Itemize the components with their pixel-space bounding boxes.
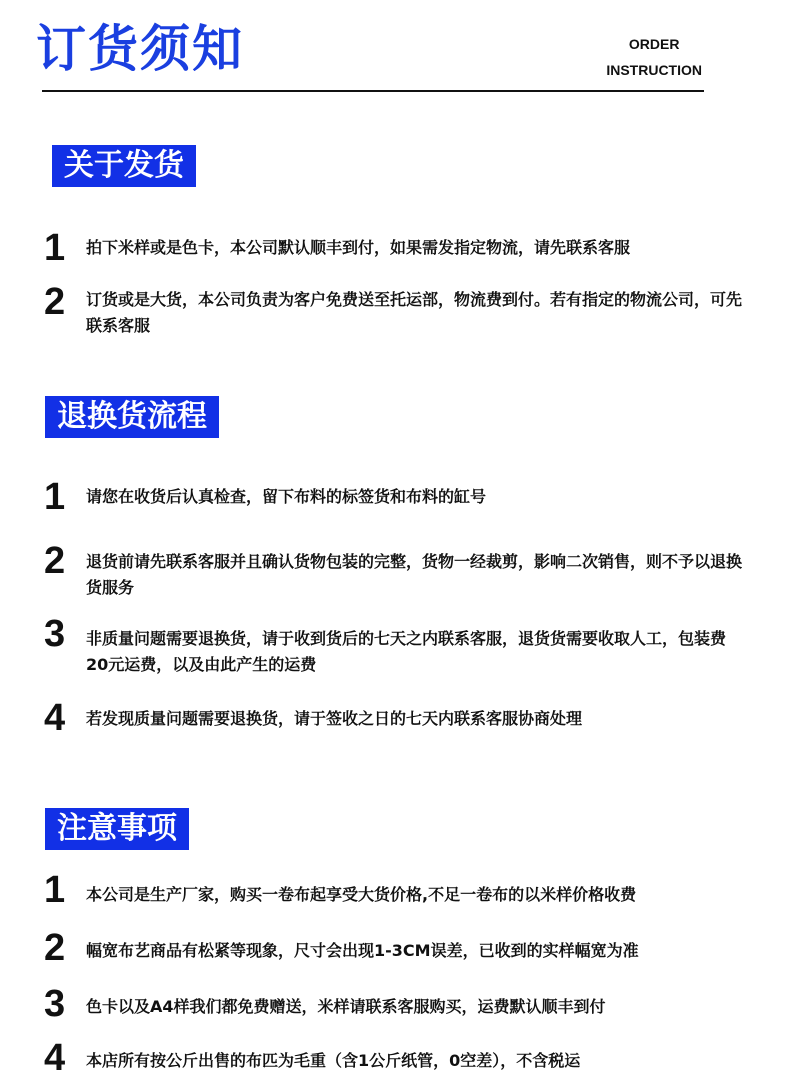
page-title: 订货须知 xyxy=(36,20,244,78)
item-text: 幅宽布艺商品有松紧等现象，尺寸会出现1-3CM误差，已收到的实样幅宽为准 xyxy=(86,941,639,960)
item-number: 2 xyxy=(44,927,66,969)
item-number: 1 xyxy=(44,476,66,518)
item-text: 若发现质量问题需要退换货，请于签收之日的七天内联系客服协商处理 xyxy=(86,709,583,728)
item-number: 3 xyxy=(44,983,66,1025)
item-text: 请您在收货后认真检查，留下布料的标签货和布料的缸号 xyxy=(86,487,487,506)
item-text: 拍下米样或是色卡，本公司默认顺丰到付，如果需发指定物流，请先联系客服 xyxy=(86,238,631,257)
item-number: 1 xyxy=(44,869,66,911)
item-text: 本公司是生产厂家，购买一卷布起享受大货价格,不足一卷布的以米样价格收费 xyxy=(86,885,637,904)
item-number: 2 xyxy=(44,281,66,323)
item-text: 订货或是大货，本公司负责为客户免费送至托运部，物流费到付。若有指定的物流公司，可先联系客服 xyxy=(86,290,743,335)
item-number: 4 xyxy=(44,697,66,739)
header-divider xyxy=(42,90,704,92)
item-text: 退货前请先联系客服并且确认货物包装的完整，货物一经裁剪，影响二次销售，则不予以退换货服务 xyxy=(86,552,743,597)
section-heading-shipping: 关于发货 xyxy=(52,145,196,187)
item-number: 2 xyxy=(44,540,66,582)
section-heading-notes: 注意事项 xyxy=(45,808,189,850)
item-text: 本店所有按公斤出售的布匹为毛重（含1公斤纸管，0空差），不含税运 xyxy=(86,1051,581,1070)
item-number: 4 xyxy=(44,1037,66,1079)
section-heading-returns: 退换货流程 xyxy=(45,396,219,438)
subtitle-line-2: INSTRUCTION xyxy=(606,62,702,78)
item-text: 色卡以及A4样我们都免费赠送，米样请联系客服购买，运费默认顺丰到付 xyxy=(86,997,606,1016)
page-subtitle xyxy=(606,31,702,83)
item-number: 1 xyxy=(44,227,66,269)
item-text: 非质量问题需要退换货，请于收到货后的七天之内联系客服，退货货需要收取人工，包装费20元运费，以及由此产生的运费 xyxy=(86,629,727,674)
subtitle-line-1: ORDER xyxy=(628,36,680,52)
item-number: 3 xyxy=(44,613,66,655)
